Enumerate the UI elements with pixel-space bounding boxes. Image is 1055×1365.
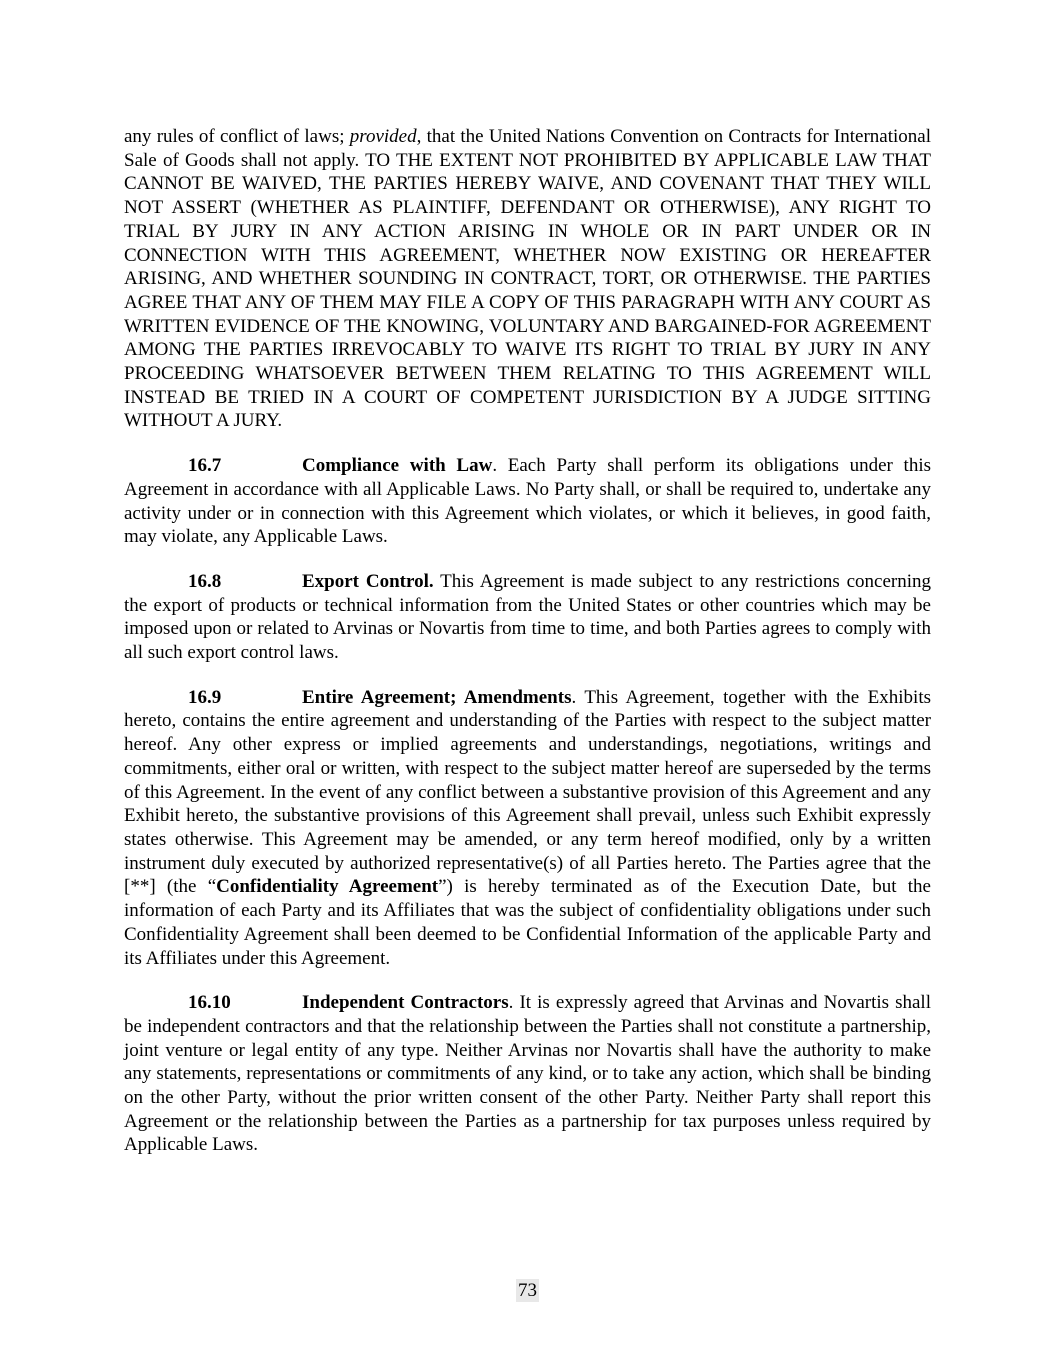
section-body-after: ”) is hereby terminated as of the Execution Date, but the information of each Party and its Affiliates that was the subject of confidentiality obligations under such Confidentiality Agreement shall been deemed to be Confidential Information of the applicable Party and its Affiliates under this Agreement. bbox=[124, 876, 931, 969]
defined-term: Confidentiality Agreement bbox=[216, 876, 439, 898]
intro-paragraph bbox=[124, 125, 931, 433]
section-16-9 bbox=[124, 686, 931, 970]
section-title-punct: . bbox=[508, 992, 514, 1014]
section-16-7 bbox=[124, 454, 931, 549]
section-title: Entire Agreement; Amendments bbox=[302, 686, 572, 708]
intro-text-before: any rules of conflict of laws; bbox=[124, 126, 350, 147]
section-16-8 bbox=[124, 570, 931, 665]
section-title: Independent Contractors bbox=[302, 992, 509, 1014]
section-16-10 bbox=[124, 991, 931, 1157]
section-title: Export Control. bbox=[302, 570, 434, 592]
document-body bbox=[124, 125, 931, 1157]
page-number bbox=[0, 1280, 1055, 1302]
section-body: This Agreement is made subject to any restrictions concerning the export of products or technical information from the United States or other countries which may be imposed upon or related to Arvinas or Novartis from time to time, and both Parties agrees to comply with all such export control laws. bbox=[124, 570, 931, 664]
intro-text-after: , that the United Nations Convention on Contracts for International Sale of Goods shall not apply. TO THE EXTENT NOT PROHIBITED BY APPLICABLE LAW THAT CANNOT BE WAIVED, THE PARTIES HEREBY WAIVE, AND COVENANT THAT THEY WILL NOT ASSERT (WHETHER AS PLAINTIFF, DEFENDANT OR OTHERWISE), ANY RIGHT TO TRIAL BY JURY IN ANY ACTION ARISING IN WHOLE OR IN PART UNDER OR IN CONNECTION WITH THIS AGREEMENT, WHETHER NOW EXISTING OR HEREAFTER ARISING, AND WHETHER SOUNDING IN CONTRACT, TORT, OR OTHERWISE. THE PARTIES AGREE THAT ANY OF THEM MAY FILE A COPY OF THIS PARAGRAPH WITH ANY COURT AS WRITTEN EVIDENCE OF THE KNOWING, VOLUNTARY AND BARGAINED-FOR AGREEMENT AMONG THE PARTIES IRREVOCABLY TO WAIVE ITS RIGHT TO TRIAL BY JURY IN ANY PROCEEDING WHATSOEVER BETWEEN THEM RELATING TO THIS AGREEMENT WILL INSTEAD BE TRIED IN A COURT OF COMPETENT JURISDICTION BY A JUDGE SITTING WITHOUT A JURY. bbox=[124, 126, 931, 432]
section-body: It is expressly agreed that Arvinas and Novartis shall be independent contractors and that the relationship between the Parties shall not constitute a partnership, joint venture or legal entity of any type. Neither Arvinas nor Novartis shall have the authority to make any statements, representations or commitments of any kind, or to take any action, which shall be binding on the other Party, without the prior written consent of the other Party. Neither Party shall report this Agreement or the relationship between the Parties as a partnership for tax purposes unless required by Applicable Laws. bbox=[124, 992, 931, 1156]
section-body: Each Party shall perform its obligations under this Agreement in accordance with all Applicable Laws. No Party shall, or shall be required to, undertake any activity under or in connection with this Agreement which violates, or which it believes, in good faith, may violate, any Applicable Laws. bbox=[124, 455, 931, 548]
section-number: 16.8 bbox=[188, 570, 222, 592]
intro-provided-term: provided bbox=[349, 126, 417, 147]
section-number: 16.9 bbox=[188, 686, 222, 708]
section-title-punct: . bbox=[492, 455, 498, 477]
section-number: 16.10 bbox=[188, 992, 231, 1014]
section-title-punct: . bbox=[571, 686, 577, 708]
section-number: 16.7 bbox=[188, 455, 222, 477]
section-title: Compliance with Law bbox=[302, 455, 493, 477]
section-body-before: This Agreement, together with the Exhibits hereto, contains the entire agreement and understanding of the Parties with respect to the subject matter hereof. Any other express or implied agreements and understandings, negotiations, writings and commitments, either oral or written, with respect to the subject matter hereof are superseded by the terms of this Agreement. In the event of any conflict between a substantive provision of this Agreement and any Exhibit hereto, the substantive provisions of this Agreement shall prevail, unless such Exhibit expressly states otherwise. This Agreement may be amended, or any term hereof modified, only by a written instrument duly executed by authorized representative(s) of all Parties hereto. The Parties agree that the [**] (the “ bbox=[124, 686, 931, 898]
page-number-label: 73 bbox=[518, 1280, 537, 1301]
